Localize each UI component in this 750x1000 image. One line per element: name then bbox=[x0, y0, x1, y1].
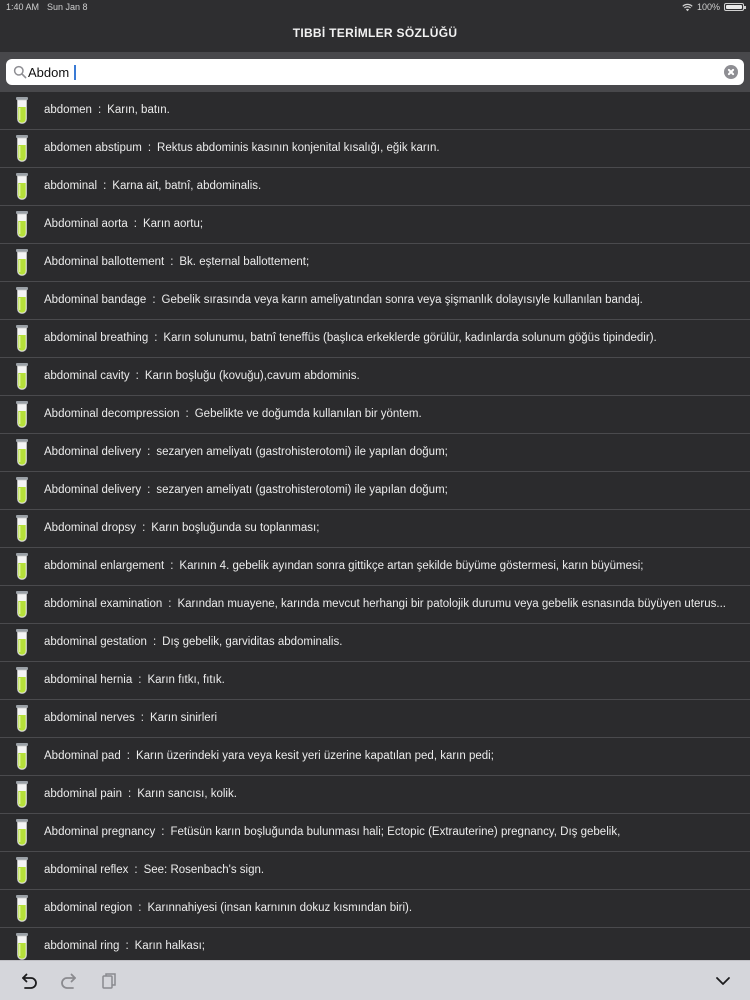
entry-term: abdominal examination bbox=[44, 598, 163, 610]
entry-term: abdominal bbox=[44, 180, 98, 192]
test-tube-icon bbox=[14, 362, 30, 392]
entry-term: Abdominal delivery bbox=[44, 484, 142, 496]
status-time: 1:40 AM bbox=[6, 2, 40, 12]
entry-term: abdominal reflex bbox=[44, 864, 129, 876]
entry-definition: Karna ait, batnî, abdominalis. bbox=[112, 180, 262, 192]
entry-term: abdomen abstipum bbox=[44, 142, 142, 154]
test-tube-icon bbox=[14, 438, 30, 468]
entry-text bbox=[44, 510, 746, 547]
entry-definition: Karın üzerindeki yara veya kesit yeri üzerine kapatılan ped, karın pedi; bbox=[135, 750, 494, 762]
search-icon bbox=[13, 65, 27, 79]
entry-separator: : bbox=[134, 864, 138, 876]
list-item[interactable] bbox=[0, 168, 750, 206]
list-item[interactable] bbox=[0, 434, 750, 472]
entry-separator: : bbox=[103, 180, 107, 192]
entry-separator: : bbox=[152, 294, 156, 306]
test-tube-icon bbox=[14, 210, 30, 240]
list-item[interactable] bbox=[0, 244, 750, 282]
entry-separator: : bbox=[161, 826, 165, 838]
undo-icon[interactable] bbox=[18, 970, 40, 992]
battery-icon bbox=[724, 3, 744, 11]
entry-term: abdomen bbox=[44, 104, 92, 116]
entry-term: abdominal cavity bbox=[44, 370, 130, 382]
status-bar bbox=[0, 0, 750, 14]
entry-separator: : bbox=[147, 484, 151, 496]
paste-icon[interactable] bbox=[98, 970, 120, 992]
entry-text bbox=[44, 282, 746, 319]
test-tube-icon bbox=[14, 856, 30, 886]
entry-text bbox=[44, 472, 746, 509]
entry-text bbox=[44, 738, 746, 775]
entry-term: Abdominal decompression bbox=[44, 408, 180, 420]
entry-definition: Dış gebelik, garviditas abdominalis. bbox=[162, 636, 343, 648]
entry-text bbox=[44, 206, 746, 243]
entry-term: Abdominal aorta bbox=[44, 218, 128, 230]
test-tube-icon bbox=[14, 248, 30, 278]
entry-term: abdominal gestation bbox=[44, 636, 147, 648]
test-tube-icon bbox=[14, 628, 30, 658]
entry-definition: Karın solunumu, batnî teneffüs (başlıca erkeklerde görülür, kadınlarda solunum göğüs tipindedir). bbox=[163, 332, 657, 344]
list-item[interactable] bbox=[0, 206, 750, 244]
entry-definition: Karının 4. gebelik ayından sonra gittikçe artan şekilde büyüme göstermesi, karın büyümesi; bbox=[179, 560, 644, 572]
entry-definition: Karın sinirleri bbox=[149, 712, 218, 724]
list-item[interactable] bbox=[0, 814, 750, 852]
wifi-icon bbox=[682, 3, 693, 12]
entry-text bbox=[44, 890, 746, 927]
entry-text bbox=[44, 624, 746, 661]
entry-text bbox=[44, 662, 746, 699]
entry-definition: Karın sancısı, kolik. bbox=[137, 788, 237, 800]
entry-term: Abdominal pregnancy bbox=[44, 826, 156, 838]
entry-term: abdominal breathing bbox=[44, 332, 149, 344]
search-input[interactable] bbox=[28, 59, 718, 85]
entry-text bbox=[44, 548, 746, 585]
entry-term: Abdominal dropsy bbox=[44, 522, 137, 534]
entry-term: abdominal hernia bbox=[44, 674, 133, 686]
redo-icon[interactable] bbox=[58, 970, 80, 992]
test-tube-icon bbox=[14, 134, 30, 164]
entry-separator: : bbox=[133, 218, 137, 230]
entry-separator: : bbox=[170, 560, 174, 572]
entry-separator: : bbox=[152, 636, 157, 648]
list-item[interactable] bbox=[0, 548, 750, 586]
entry-term: abdominal nerves bbox=[44, 712, 135, 724]
entry-definition: Karın, batın. bbox=[107, 104, 170, 116]
test-tube-icon bbox=[14, 96, 30, 126]
search-bar bbox=[0, 52, 750, 92]
entry-text bbox=[44, 700, 746, 737]
entry-separator: : bbox=[140, 712, 144, 724]
entry-term: Abdominal delivery bbox=[44, 446, 142, 458]
entry-term: abdominal enlargement bbox=[44, 560, 165, 572]
entry-term: abdominal ring bbox=[44, 940, 120, 952]
list-item[interactable] bbox=[0, 472, 750, 510]
clear-icon[interactable] bbox=[724, 65, 738, 79]
list-item[interactable] bbox=[0, 358, 750, 396]
entry-separator: : bbox=[138, 674, 142, 686]
battery-percent: 100% bbox=[696, 2, 720, 12]
entry-definition: Bk. eşternal ballottement; bbox=[179, 256, 310, 268]
list-item[interactable] bbox=[0, 928, 750, 960]
entry-text bbox=[44, 928, 746, 960]
entry-text bbox=[44, 92, 746, 129]
list-item[interactable] bbox=[0, 890, 750, 928]
entry-definition: Fetüsün karın boşluğunda bulunması hali; Ectopic (Extrauterine) pregnancy, Dış gebelik, bbox=[170, 826, 621, 838]
entry-definition: Karından muayene, karında mevcut herhangi bir patolojik durumu veya gebelik esnasında büyüyen uterus... bbox=[177, 598, 726, 610]
list-item[interactable] bbox=[0, 510, 750, 548]
entry-separator: : bbox=[126, 750, 130, 762]
list-item[interactable] bbox=[0, 130, 750, 168]
entry-text bbox=[44, 776, 746, 813]
entry-term: abdominal pain bbox=[44, 788, 123, 800]
navigation-bar bbox=[0, 14, 750, 52]
text-cursor bbox=[74, 65, 76, 80]
test-tube-icon bbox=[14, 476, 30, 506]
entry-term: abdominal region bbox=[44, 902, 133, 914]
entry-definition: Karınnahiyesi (insan karnının dokuz kısmından biri). bbox=[147, 902, 413, 914]
page-title: TIBBİ TERİMLER SÖZLÜĞÜ bbox=[292, 26, 458, 40]
entry-definition: Karın boşluğu (kovuğu),cavum abdominis. bbox=[144, 370, 360, 382]
list-item[interactable] bbox=[0, 738, 750, 776]
chevron-down-icon[interactable] bbox=[712, 970, 734, 992]
test-tube-icon bbox=[14, 780, 30, 810]
list-item[interactable] bbox=[0, 776, 750, 814]
list-item[interactable] bbox=[0, 852, 750, 890]
entry-separator: : bbox=[97, 104, 102, 116]
entry-text bbox=[44, 434, 746, 471]
entry-text bbox=[44, 358, 746, 395]
keyboard-shortcut-bar bbox=[0, 960, 750, 1000]
list-item[interactable] bbox=[0, 624, 750, 662]
entry-term: Abdominal ballottement bbox=[44, 256, 165, 268]
entry-definition: Gebelikte ve doğumda kullanılan bir yöntem. bbox=[194, 408, 422, 420]
test-tube-icon bbox=[14, 324, 30, 354]
entry-separator: : bbox=[125, 940, 129, 952]
entry-separator: : bbox=[128, 788, 132, 800]
test-tube-icon bbox=[14, 286, 30, 316]
results-list[interactable] bbox=[0, 92, 750, 960]
entry-definition: Rektus abdominis kasının konjenital kısalığı, eğik karın. bbox=[157, 142, 440, 154]
entry-separator: : bbox=[185, 408, 189, 420]
entry-text bbox=[44, 852, 746, 889]
test-tube-icon bbox=[14, 590, 30, 620]
test-tube-icon bbox=[14, 400, 30, 430]
entry-separator: : bbox=[170, 256, 174, 268]
entry-text bbox=[44, 396, 746, 433]
list-item[interactable] bbox=[0, 92, 750, 130]
test-tube-icon bbox=[14, 894, 30, 924]
test-tube-icon bbox=[14, 818, 30, 848]
entry-text bbox=[44, 320, 746, 357]
entry-definition: Gebelik sırasında veya karın ameliyatından sonra veya şişmanlık dolayısıyle kullanılan bandaj. bbox=[161, 294, 643, 306]
entry-definition: See: Rosenbach's sign. bbox=[143, 864, 265, 876]
test-tube-icon bbox=[14, 666, 30, 696]
entry-separator: : bbox=[154, 332, 158, 344]
entry-separator: : bbox=[135, 370, 139, 382]
status-date: Sun Jan 8 bbox=[47, 2, 88, 12]
entry-term: Abdominal bandage bbox=[44, 294, 147, 306]
entry-definition: Karın halkası; bbox=[134, 940, 205, 952]
entry-text bbox=[44, 168, 746, 205]
entry-text bbox=[44, 244, 746, 281]
entry-separator: : bbox=[142, 522, 146, 534]
list-item[interactable] bbox=[0, 282, 750, 320]
entry-term: Abdominal pad bbox=[44, 750, 121, 762]
entry-separator: : bbox=[147, 446, 151, 458]
test-tube-icon bbox=[14, 514, 30, 544]
list-item[interactable] bbox=[0, 586, 750, 624]
entry-definition: sezaryen ameliyatı (gastrohisterotomi) ile yapılan doğum; bbox=[156, 484, 448, 496]
test-tube-icon bbox=[14, 172, 30, 202]
list-item[interactable] bbox=[0, 396, 750, 434]
search-field-container[interactable] bbox=[6, 59, 744, 85]
test-tube-icon bbox=[14, 742, 30, 772]
test-tube-icon bbox=[14, 704, 30, 734]
test-tube-icon bbox=[14, 932, 30, 960]
entry-definition: Karın fıtkı, fıtık. bbox=[147, 674, 225, 686]
entry-separator: : bbox=[138, 902, 142, 914]
entry-definition: Karın aortu; bbox=[142, 218, 204, 230]
entry-separator: : bbox=[147, 142, 152, 154]
entry-separator: : bbox=[168, 598, 172, 610]
test-tube-icon bbox=[14, 552, 30, 582]
entry-definition: Karın boşluğunda su toplanması; bbox=[151, 522, 320, 534]
list-item[interactable] bbox=[0, 700, 750, 738]
list-item[interactable] bbox=[0, 662, 750, 700]
entry-text bbox=[44, 130, 746, 167]
entry-text bbox=[44, 814, 746, 851]
entry-definition: sezaryen ameliyatı (gastrohisterotomi) ile yapılan doğum; bbox=[156, 446, 448, 458]
entry-text bbox=[44, 586, 746, 623]
list-item[interactable] bbox=[0, 320, 750, 358]
